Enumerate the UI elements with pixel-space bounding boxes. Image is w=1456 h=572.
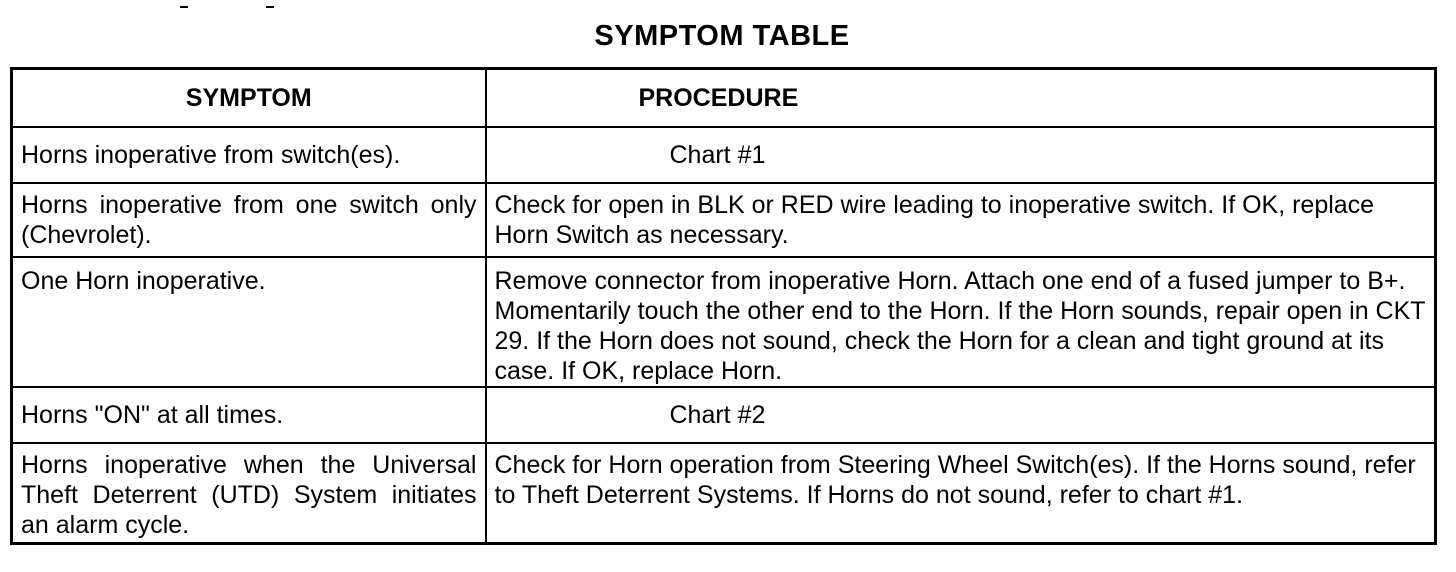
table-row — [12, 443, 1436, 544]
table-row — [12, 387, 1436, 443]
procedure-cell: Chart #1 — [486, 127, 1436, 183]
table-row — [12, 183, 1436, 257]
symptom-cell: Horns inoperative when the Universal Theft Deterrent (UTD) System initiates an alarm cycle. — [12, 443, 486, 544]
procedure-cell: Check for open in BLK or RED wire leading to inoperative switch. If OK, replace Horn Switch as necessary. — [486, 183, 1436, 257]
symptom-table — [10, 67, 1437, 545]
symptom-cell: Horns "ON" at all times. — [12, 387, 486, 443]
symptom-cell: Horns inoperative from switch(es). — [12, 127, 486, 183]
scan-mark — [180, 6, 188, 8]
symptom-cell: Horns inoperative from one switch only (Chevrolet). — [12, 183, 486, 257]
table-row — [12, 127, 1436, 183]
procedure-cell: Check for Horn operation from Steering Wheel Switch(es). If the Horns sound, refer to Theft Deterrent Systems. If Horns do not sound, refer to chart #1. — [486, 443, 1436, 544]
scan-mark — [266, 6, 274, 8]
table-row — [12, 257, 1436, 387]
procedure-cell: Remove connector from inoperative Horn. Attach one end of a fused jumper to B+. Momentarily touch the other end to the Horn. If the Horn sounds, repair open in CKT 29. If the Horn does not sound, check the Horn for a clean and tight ground at its case. If OK, replace Horn. — [486, 257, 1436, 387]
table-header-row — [12, 69, 1436, 128]
symptom-cell: One Horn inoperative. — [12, 257, 486, 387]
page-title: SYMPTOM TABLE — [594, 20, 850, 52]
column-header-symptom: SYMPTOM — [12, 69, 486, 128]
procedure-cell: Chart #2 — [486, 387, 1436, 443]
column-header-procedure: PROCEDURE — [486, 69, 1436, 128]
